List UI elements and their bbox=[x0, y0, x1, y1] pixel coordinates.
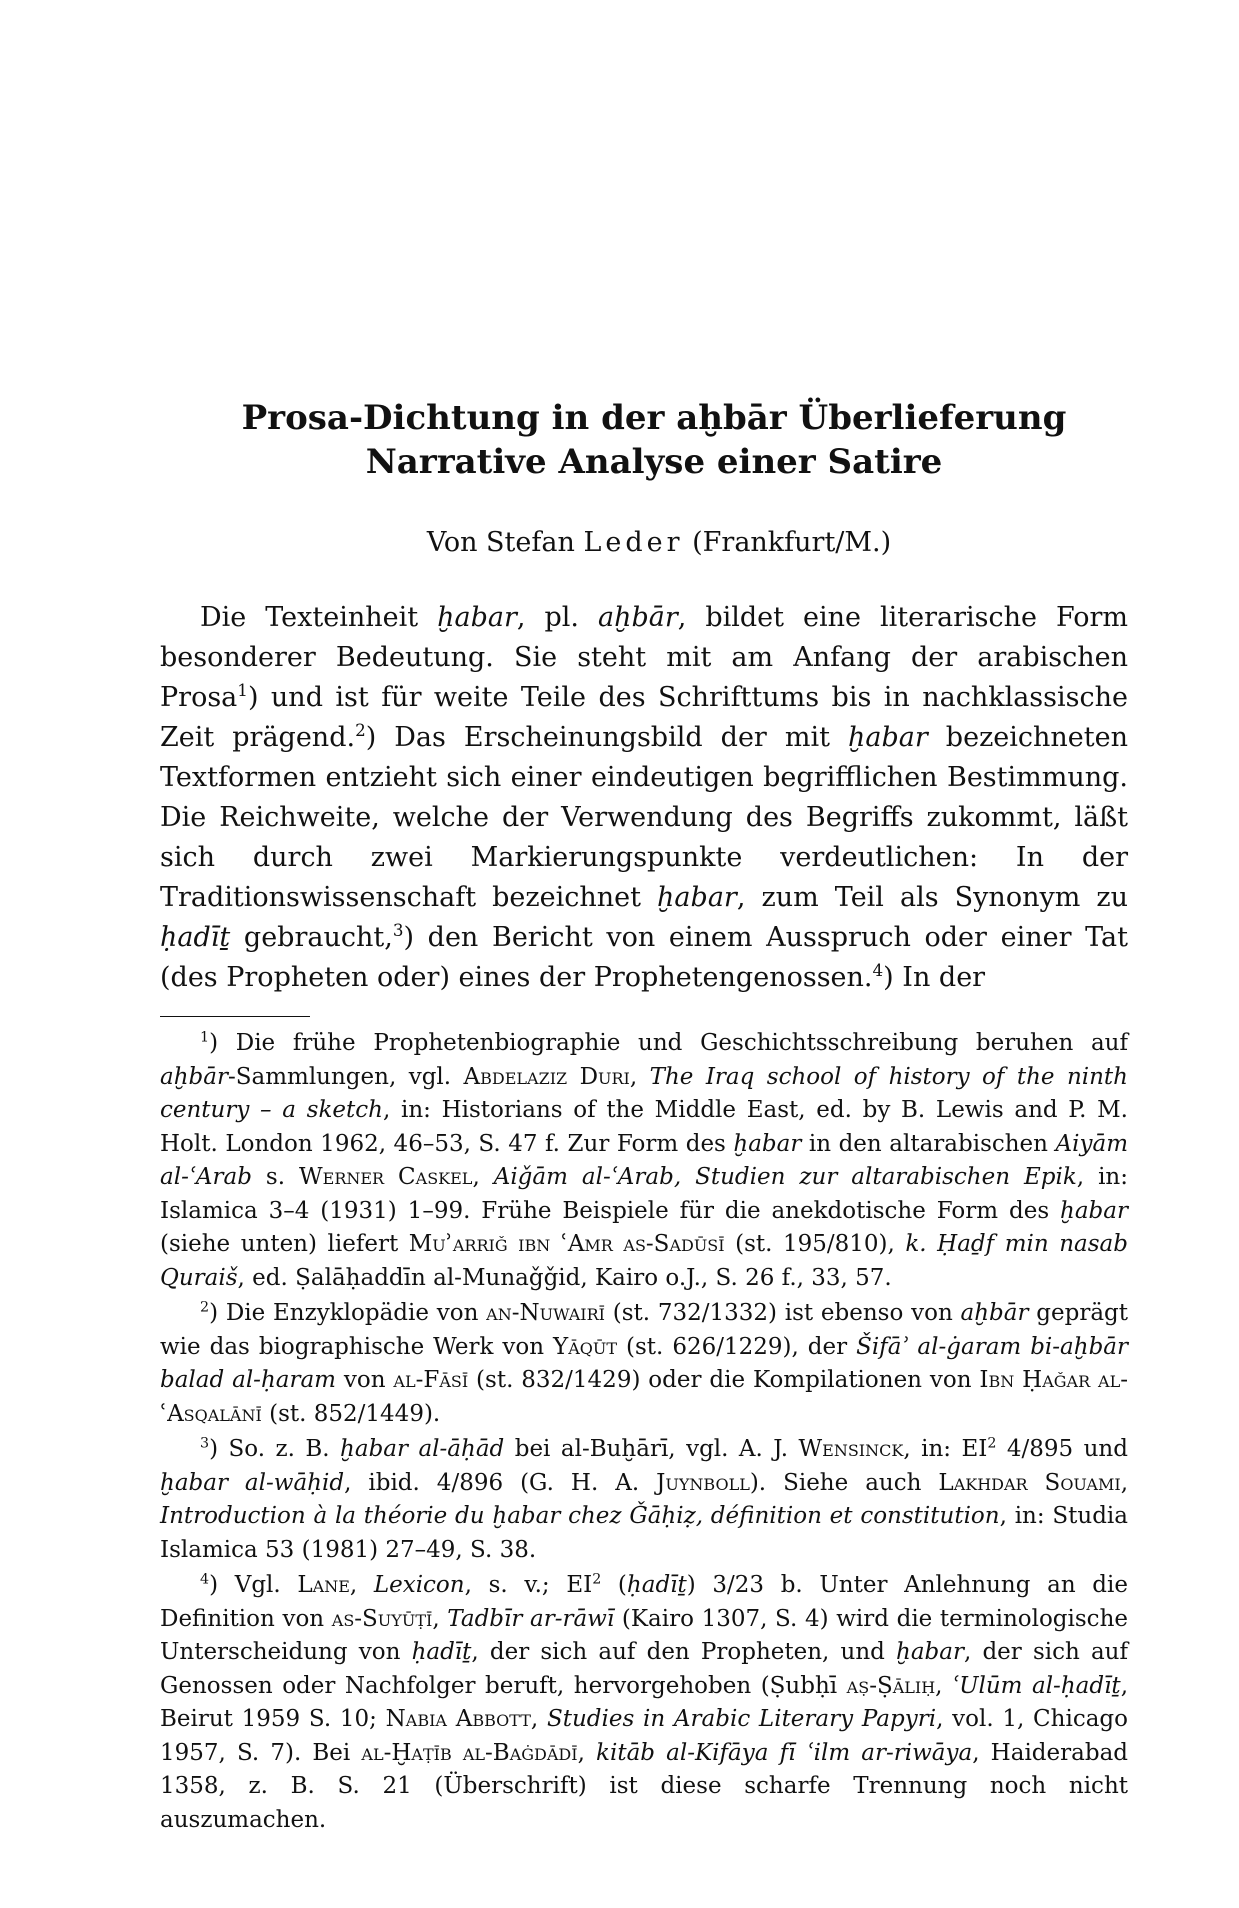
footnote-ref-1: 1 bbox=[237, 680, 248, 700]
footnote-ref-3: 3 bbox=[392, 920, 404, 940]
author-affiliation: (Frankfurt/M.) bbox=[692, 527, 892, 558]
footnote-ref-4: 4 bbox=[872, 960, 884, 980]
body-text bbox=[160, 598, 1128, 998]
title-line-1: Prosa-Dichtung in der aḫbār Überlieferung bbox=[241, 398, 1067, 438]
footnote-2: $^2$) Die Enzyklopädie von an-Nuwairī (st. 732/1332) ist ebenso von aḫbār geprägt wie das biographische Werk von Yāqūt (st. 626/1229), der Šifāʾ al-ġaram bi-aḫbār balad al-ḥaram von al-Fāsī (st. 832/1429) oder die Kompilationen von Ibn Ḥaǧar al-ʿAsqalānī (st. 852/1449). bbox=[160, 1299, 1128, 1427]
footnotes bbox=[160, 1027, 1128, 1837]
footnote-1: $^1$) Die frühe Prophetenbiographie und Geschichtsschreibung beruhen auf aḫbār-Sammlungen, vgl. Abdelaziz Duri, The Iraq school of history of the ninth century – a sketch, in: Historians of the Middle East, ed. by B. Lewis and P. M. Holt. London 1962, 46–53, S. 47 f. Zur Form des ḫabar in den altarabischen Aiyām al-ʿArab s. Werner Caskel, Aiǧām al-ʿArab, Studien zur altarabischen Epik, in: Islamica 3–4 (1931) 1–99. Frühe Beispiele für die anekdotische Form des ḫabar (siehe unten) liefert Muʾarriǧ ibn ʿAmr as-Sadūsī (st. 195/810), k. Ḥaḏf min nasab Quraiš, ed. Ṣalāḥaddīn al-Munaǧǧid, Kairo o.J., S. 26 f., 33, 57. bbox=[160, 1029, 1128, 1291]
article-title bbox=[180, 396, 1128, 484]
title-line-2: Narrative Analyse einer Satire bbox=[365, 442, 943, 482]
author-name: Leder bbox=[583, 527, 684, 558]
footnote-divider bbox=[160, 1016, 310, 1017]
author-prefix: Von Stefan bbox=[426, 527, 575, 558]
author-line bbox=[190, 526, 1128, 560]
article-page bbox=[160, 396, 1128, 1839]
footnote-ref-2: 2 bbox=[355, 720, 366, 740]
footnote-4: $^4$) Vgl. Lane, Lexicon, s. v.; $EI^2$ (ḥadīṯ) 3/23 b. Unter Anlehnung an die Definition von as-Suyūṭī, Tadbīr ar-rāwī (Kairo 1307, S. 4) wird die terminologische Unterscheidung von ḥadīṯ, der sich auf den Propheten, und ḫabar, der sich auf Genossen oder Nachfolger beruft, hervorgehoben (Ṣubḥī aṣ-Ṣāliḥ, ʿUlūm al-ḥadīṯ, Beirut 1959 S. 10; Nabia Abbott, Studies in Arabic Literary Papyri, vol. 1, Chicago 1957, S. 7). Bei al-Ḫaṭīb al-Baġdādī, kitāb al-Kifāya fī ʿilm ar-riwāya, Haiderabad 1358, z. B. S. 21 (Überschrift) ist diese scharfe Trennung noch nicht auszumachen. bbox=[160, 1571, 1129, 1833]
body-paragraph: Die Texteinheit ḫabar, pl. aḫbār, bildet eine literarische Form besonderer Bedeutung. Sie steht mit am Anfang der arabischen Prosa$^1$) und ist für weite Teile des Schrifttums bis in nachklassische Zeit prägend.$^2$) Das Erscheinungsbild der mit ḫabar bezeichneten Textformen entzieht sich einer eindeutigen begrifflichen Bestimmung. Die Reichweite, welche der Verwendung des Begriffs zukommt, läßt sich durch zwei Markierungspunkte verdeutlichen: In der Traditionswissenschaft bezeichnet ḫabar, zum Teil als Synonym zu ḥadīṯ gebraucht,$^3$) den Bericht von einem Ausspruch oder einer Tat (des Propheten oder) eines der Prophetengenossen.$^4$) In der bbox=[160, 602, 1129, 993]
footnote-3: $^3$) So. z. B. ḫabar al-āḥād bei al-Buḫārī, vgl. A. J. Wensinck, in: $EI^2$ 4/895 und ḫabar al-wāḥid, ibid. 4/896 (G. H. A. Juynboll). Siehe auch Lakhdar Souami, Introduction à la théorie du ḫabar chez Ǧāḥiẓ, définition et constitution, in: Studia Islamica 53 (1981) 27–49, S. 38. bbox=[160, 1435, 1128, 1563]
